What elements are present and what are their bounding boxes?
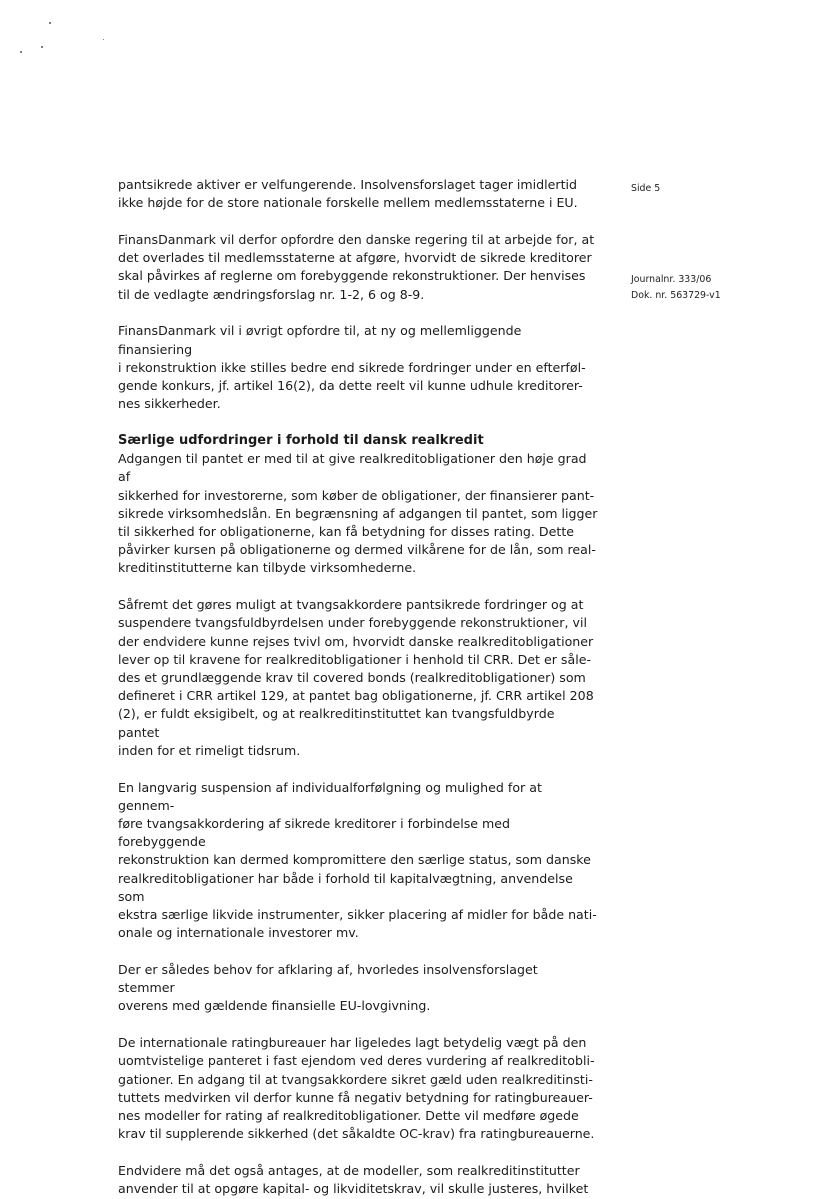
document-number: Dok. nr. 563729-v1 <box>631 290 721 301</box>
scan-speck <box>49 22 51 24</box>
paragraph: Adgangen til pantet er med til at give realkreditobligationer den høje grad af sikkerhed for investorerne, som køber de obligationer, der finansierer pant- sikrede virksomhedslån. En begrænsning af adgangen til pantet, som ligger til sikkerhed for obligationerne, kan få betydning for disses rating. Dette påvirker kursen på obligationerne og dermed vilkårene for de lån, som real- kreditinstitutterne kan tilbyde virksomhederne. <box>118 451 598 576</box>
paragraph: FinansDanmark vil i øvrigt opfordre til, at ny og mellemliggende finansiering i rekonstruktion ikke stilles bedre end sikrede fordringer under en efterføl- gende konkurs, jf. artikel 16(2), da dette reelt vil kunne udhule kreditorer- nes sikkerheder. <box>118 323 586 412</box>
paragraph: De internationale ratingbureauer har ligeledes lagt betydelig vægt på den uomtvistelige panteret i fast ejendom ved deres vurdering af realkreditobli- gationer. En adgang til at tvangsakkordere sikret gæld uden realkreditinsti- tuttets medvirken vil derfor kunne få negativ betydning for ratingbureauer- nes modeller for rating af realkreditobligationer. Dette vil medføre øgede krav til supplerende sikkerhed (det såkaldte OC-krav) fra ratingbureauerne. <box>118 1035 595 1142</box>
paragraph: Såfremt det gøres muligt at tvangsakkordere pantsikrede fordringer og at suspendere tvangsfuldbyrdelsen under forebyggende rekonstruktioner, vil der endvidere kunne rejses tvivl om, hvorvidt danske realkreditobligationer lever op til kravene for realkreditobligationer i henhold til CRR. Det er såle- des et grundlæggende krav til covered bonds (realkreditobligationer) som defineret i CRR artikel 129, at pantet bag obligationerne, jf. CRR artikel 208 (2), er fuldt eksigibelt, og at realkreditinstituttet kan tvangsfuldbyrde pantet inden for et rimeligt tidsrum. <box>118 597 594 758</box>
paragraph: Der er således behov for afklaring af, hvorledes insolvensforslaget stemmer overens med gældende finansielle EU-lovgivning. <box>118 962 538 1014</box>
scan-speck <box>103 39 104 40</box>
paragraph: pantsikrede aktiver er velfungerende. Insolvensforslaget tager imidlertid ikke højde for de store nationale forskelle mellem medlemsstaterne i EU. <box>118 177 578 211</box>
paragraph: En langvarig suspension af individualforfølgning og mulighed for at gennem- føre tvangsakkordering af sikrede kreditorer i forbindelse med forebyggende rekonstruktion kan dermed kompromittere den særlige status, som danske realkreditobligationer har både i forhold til kapitalvægtning, anvendelse som ekstra særlige likvide instrumenter, sikker placering af midler for både nati- onale og internationale investorer mv. <box>118 779 597 941</box>
scan-speck <box>41 46 43 48</box>
paragraph: Endvidere må det også antages, at de modeller, som realkreditinstitutter anvender til at opgøre kapital- og likviditetskrav, vil skulle justeres, hvilket <box>118 1163 589 1197</box>
section-heading: Særlige udfordringer i forhold til dansk realkredit <box>118 433 484 449</box>
page-number: Side 5 <box>631 183 661 194</box>
journal-number: Journalnr. 333/06 <box>631 274 712 285</box>
scan-speck <box>20 51 22 53</box>
document-body <box>118 176 598 1199</box>
paragraph: FinansDanmark vil derfor opfordre den danske regering til at arbejde for, at det overlades til medlemsstaterne at afgøre, hvorvidt de sikrede kreditorer skal påvirkes af reglerne om forebyggende rekonstruktioner. Der henvises til de vedlagte ændringsforslag nr. 1-2, 6 og 8-9. <box>118 232 595 302</box>
